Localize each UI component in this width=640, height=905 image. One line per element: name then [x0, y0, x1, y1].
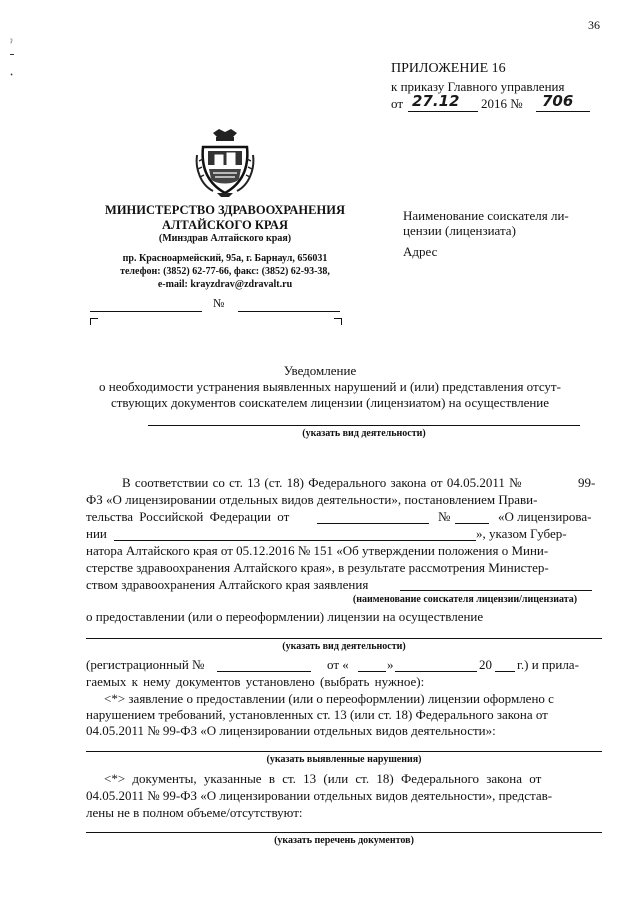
notice-subtitle-line1: о необходимости устранения выявленных нарушений и (или) представления отсут-: [99, 379, 561, 394]
appendix-order-line: к приказу Главного управления: [391, 79, 565, 94]
reg-text-d: 20: [479, 657, 492, 672]
reg-number-line: [217, 671, 311, 672]
caption-documents: (указать перечень документов): [274, 835, 414, 846]
recipient-name-line1: Наименование соискателя ли-: [403, 208, 569, 223]
activity2-fill-line: [86, 638, 602, 639]
ministry-email: e-mail: krayzdrav@zdravalt.ru: [157, 279, 293, 290]
notice-title: Уведомление: [283, 363, 357, 378]
body-line7: ством здравоохранения Алтайского края заявления: [86, 577, 369, 592]
documents-fill-line: [86, 832, 602, 833]
item2-line3: лены не в полном объеме/отсутствуют:: [86, 805, 303, 820]
body-line5: натора Алтайского края от 05.12.2016 № 151 «Об утверждении положения о Мини-: [86, 543, 549, 558]
applicant-fill-line: [400, 590, 592, 591]
page-number: 36: [588, 18, 600, 32]
reg-text-e: г.) и прила-: [517, 657, 579, 672]
body-line8: о предоставлении (или о переоформлении) лицензии на осуществление: [86, 609, 484, 624]
notice-subtitle-line2: ствующих документов соискателем лицензии (лицензиатом) на осуществление: [110, 395, 550, 410]
ministry-name-line2: АЛТАЙСКОГО КРАЯ: [162, 218, 288, 232]
outgoing-number-line: [238, 311, 340, 312]
item1-line3: 04.05.2011 № 99-ФЗ «О лицензировании отдельных видов деятельности»:: [86, 723, 496, 738]
appendix-date: 27.12: [412, 92, 460, 110]
reg-text-a: (регистрационный №: [86, 657, 205, 672]
outgoing-date-line: [90, 311, 202, 312]
scan-mark: ꞏ: [10, 70, 14, 81]
body-line4b: », указом Губер-: [476, 526, 567, 541]
body-line2: ФЗ «О лицензировании отдельных видов деятельности», постановлением Прави-: [86, 492, 538, 507]
body-line1a: В соответствии со ст. 13 (ст. 18) Федерального закона от 04.05.2011 №: [122, 475, 522, 490]
number-underline: [536, 111, 590, 112]
caption-activity: (указать вид деятельности): [302, 428, 426, 439]
ministry-short-name: (Минздрав Алтайского края): [158, 233, 292, 244]
recipient-name-line2: цензии (лицензиата): [403, 223, 516, 238]
outgoing-number-sign: №: [213, 296, 225, 310]
body-line6: стерстве здравоохранения Алтайского края», в результате рассмотрения Министер-: [86, 560, 549, 575]
caption-activity2: (указать вид деятельности): [282, 641, 406, 652]
body-line3c: «О лицензирова-: [498, 509, 592, 524]
reg-day-line: [358, 671, 386, 672]
reg-text-c: »: [387, 657, 394, 672]
caption-violations: (указать выявленные нарушения): [266, 754, 422, 765]
ministry-address: пр. Красноармейский, 95а, г. Барнаул, 656031: [122, 253, 328, 264]
reg-month-line: [395, 671, 477, 672]
corner-bracket-right: [334, 318, 342, 325]
appendix-title: ПРИЛОЖЕНИЕ 16: [391, 61, 506, 76]
appendix-number: 706: [542, 92, 574, 110]
reg-year-line: [495, 671, 515, 672]
reg-text-b: от «: [327, 657, 349, 672]
body-line3a: тельства Российской Федерации от: [86, 509, 290, 524]
item2-line1: <*> документы, указанные в ст. 13 (или ст. 18) Федерального закона от: [104, 771, 542, 786]
body-line1b: 99-: [578, 475, 596, 490]
item2-line2: 04.05.2011 № 99-ФЗ «О лицензировании отдельных видов деятельности», представ-: [86, 788, 553, 803]
date-underline: [408, 111, 478, 112]
corner-bracket-left: [90, 318, 98, 325]
item1-line2: нарушением требований, установленных ст. 13 (или ст. 18) Федерального закона от: [86, 707, 548, 722]
activity-fill-line: [148, 425, 580, 426]
appendix-date-prefix: от: [391, 96, 404, 111]
body-line3b: №: [438, 509, 451, 524]
caption-applicant: (наименование соискателя лицензии/лицензиата): [352, 594, 578, 605]
coat-of-arms-emblem: [193, 125, 257, 199]
scan-mark: [10, 54, 14, 55]
scan-mark: ˀ: [10, 38, 13, 49]
item1-line1: <*> заявление о предоставлении (или о переоформлении) лицензии оформлено с: [104, 691, 554, 706]
recipient-address: Адрес: [403, 244, 438, 259]
decree-date-line: [317, 523, 429, 524]
body-line4a: нии: [86, 526, 107, 541]
ministry-name-line1: МИНИСТЕРСТВО ЗДРАВООХРАНЕНИЯ: [105, 203, 345, 217]
decree-name-line: [114, 540, 476, 541]
ministry-phone: телефон: (3852) 62-77-66, факс: (3852) 62-93-38,: [120, 266, 330, 277]
violations-fill-line: [86, 751, 602, 752]
decree-number-line: [455, 523, 489, 524]
reg-line2: гаемых к нему документов установлено (выбрать нужное):: [86, 674, 425, 689]
appendix-year: 2016 №: [481, 96, 523, 111]
